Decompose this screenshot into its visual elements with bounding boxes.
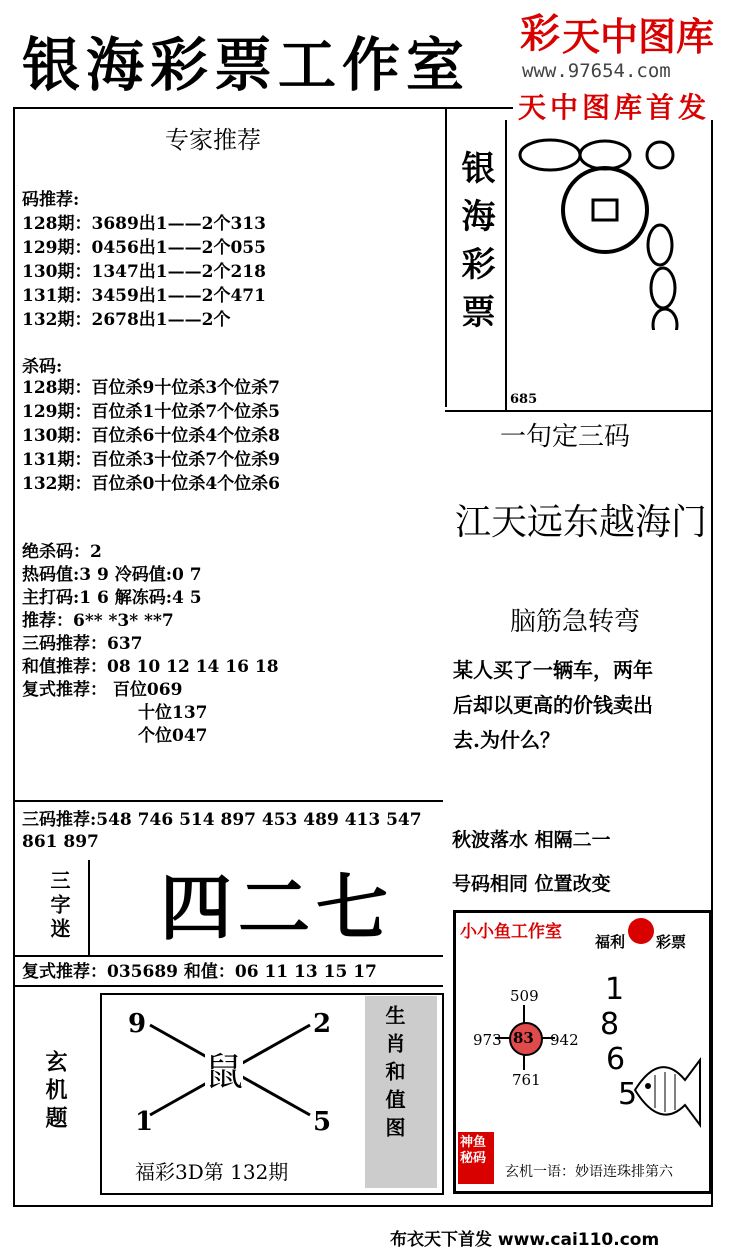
logo-name: 天中图库 (562, 15, 715, 59)
kill-label: 杀码: (22, 357, 63, 377)
stats-row: 个位047 (138, 726, 208, 746)
xuanji-number: 1 (135, 1107, 154, 1137)
xuanji-side-text: 生肖和值图 (382, 1005, 406, 1145)
divider-h3 (13, 955, 443, 957)
xuanji-number: 5 (313, 1107, 332, 1137)
fish-top: 509 (510, 987, 539, 1005)
code-row: 129期：0456出1——2个055 (22, 238, 266, 258)
kill-row: 132期：百位杀0十位杀4个位杀6 (22, 474, 280, 494)
fish-left: 973 (473, 1031, 502, 1049)
divider-h1 (445, 410, 713, 412)
three-char-value: 四二七 (160, 865, 395, 950)
fish-bottom: 761 (512, 1071, 541, 1089)
brand-logo-icon: 彩 (520, 10, 560, 57)
fish-digit: 1 (605, 972, 625, 1007)
stats-row: 推荐：6** *3* **7 (22, 611, 174, 631)
xuanji-footer: 福彩3D第 132期 (135, 1160, 289, 1184)
fish-icon (630, 1030, 705, 1150)
picture-number: 685 (510, 392, 538, 407)
autumn-line: 号码相同 位置改变 (452, 873, 611, 895)
kill-row: 128期：百位杀9十位杀3个位杀7 (22, 378, 280, 398)
code-row: 131期：3459出1——2个471 (22, 286, 266, 306)
three-char-divider (88, 860, 90, 955)
one-phrase-heading: 一句定三码 (500, 422, 631, 452)
code-row: 130期：1347出1——2个218 (22, 262, 266, 282)
fish-digit: 8 (600, 1007, 620, 1042)
frame-left (13, 107, 15, 1207)
divider-h4 (13, 985, 443, 987)
xuanji-number: 2 (313, 1009, 332, 1039)
stats-row: 绝杀码：2 (22, 542, 102, 562)
three-code-line: 861 897 (22, 832, 99, 852)
fish-digit: 5 (618, 1077, 638, 1112)
stats-row: 三码推荐：637 (22, 634, 143, 654)
xuanji-center: 鼠 (205, 1050, 244, 1094)
fish-bottom-text: 玄机一语：妙语连珠排第六 (505, 1164, 673, 1180)
riddle-picture (515, 130, 705, 330)
logo-url: www.97654.com (522, 60, 671, 82)
riddle-line: 后却以更高的价钱卖出 (453, 693, 653, 717)
frame-top (13, 107, 513, 109)
riddle-line: 某人买了一辆车，两年 (453, 658, 653, 682)
frame-bottom (13, 1205, 713, 1207)
code-row: 128期：3689出1——2个313 (22, 214, 266, 234)
compound-recommend: 复式推荐：035689 和值：06 11 13 15 17 (22, 962, 377, 982)
fish-lottery: 彩票 (656, 933, 687, 951)
expert-heading: 专家推荐 (165, 126, 261, 154)
stats-row: 热码值:3 9 冷码值:0 7 (22, 565, 202, 585)
stats-row: 和值推荐：08 10 12 14 16 18 (22, 657, 279, 677)
riddle-line: 去.为什么？ (453, 728, 560, 752)
code-label: 码推荐: (22, 190, 80, 210)
fish-stamp-text: 神鱼秘码 (460, 1135, 487, 1166)
three-char-label: 三字迷 (47, 870, 71, 942)
fish-studio: 小小鱼工作室 (460, 922, 562, 942)
stats-row: 十位137 (138, 703, 208, 723)
logo-slogan: 天中图库首发 (518, 91, 711, 124)
fish-center: 83 (513, 1029, 534, 1047)
xuanji-label: 玄机题 (42, 1050, 68, 1134)
stats-row: 主打码:1 6 解冻码:4 5 (22, 588, 202, 608)
lottery-logo-icon (628, 918, 654, 944)
riddle-heading: 脑筋急转弯 (510, 607, 641, 637)
kill-row: 130期：百位杀6十位杀4个位杀8 (22, 426, 280, 446)
divider-h2 (13, 800, 443, 802)
code-row: 132期：2678出1——2个 (22, 310, 231, 330)
three-code-line: 三码推荐:548 746 514 897 453 489 413 547 (22, 810, 422, 830)
stats-row: 复式推荐： 百位069 (22, 680, 183, 700)
kill-row: 129期：百位杀1十位杀7个位杀5 (22, 402, 280, 422)
divider-vertical-1 (445, 107, 447, 407)
fish-welfare: 福利 (595, 933, 626, 951)
page-title: 银海彩票工作室 (22, 31, 471, 99)
xuanji-number: 9 (128, 1009, 147, 1039)
fish-digit: 6 (606, 1042, 626, 1077)
kill-row: 131期：百位杀3十位杀7个位杀9 (22, 450, 280, 470)
divider-vertical-2 (505, 120, 507, 410)
side-vertical-title: 银海彩票 (455, 150, 495, 342)
autumn-line: 秋波落水 相隔二一 (452, 829, 611, 851)
footer: 布衣天下首发 www.cai110.com (390, 1230, 660, 1250)
fish-right: 942 (550, 1031, 579, 1049)
one-phrase-text: 江天远东越海门 (455, 502, 708, 543)
